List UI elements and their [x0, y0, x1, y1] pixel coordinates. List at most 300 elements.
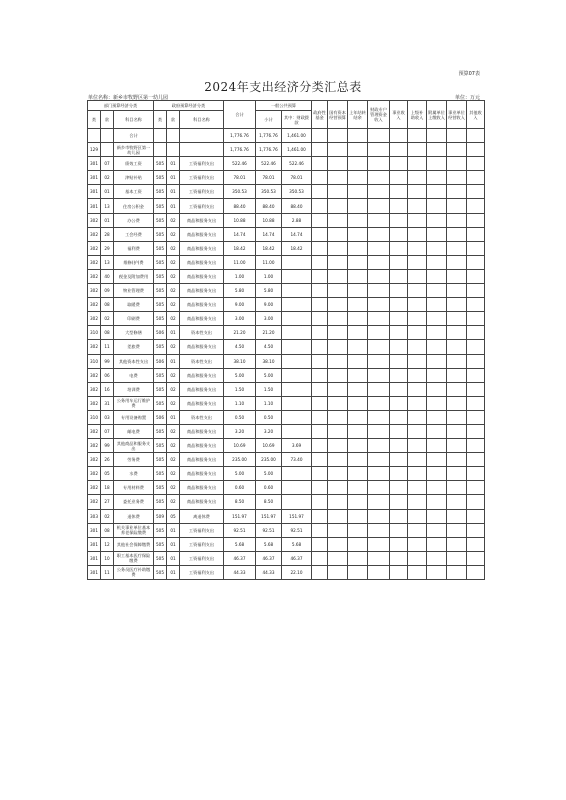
table-row [88, 312, 485, 326]
cell-empty [312, 439, 328, 453]
cell-empty [447, 382, 467, 396]
cell-subtotal: 3.20 [256, 424, 282, 438]
cell-dept-item: 07 [101, 157, 114, 171]
cell-dept-kind: 301 [88, 523, 101, 537]
cell-gov-kind: 505 [154, 241, 167, 255]
cell-dept-name: 取暖费 [114, 298, 154, 312]
cell-empty [348, 157, 368, 171]
table-row [88, 129, 485, 143]
header-general-budget: 一般公共预算 [256, 101, 312, 111]
cell-dept-kind: 302 [88, 368, 101, 382]
cell-empty [408, 537, 427, 551]
cell-empty [408, 185, 427, 199]
cell-fiscal [282, 340, 312, 354]
cell-empty [408, 312, 427, 326]
cell-empty [427, 340, 447, 354]
cell-subtotal: 46.37 [256, 551, 282, 565]
table-row [88, 368, 485, 382]
cell-dept-item: 16 [101, 382, 114, 396]
cell-dept-kind: 302 [88, 269, 101, 283]
cell-empty [328, 269, 348, 283]
cell-empty [328, 340, 348, 354]
cell-total: 350.53 [224, 185, 256, 199]
cell-gov-kind: 505 [154, 227, 167, 241]
cell-dept-kind: 302 [88, 481, 101, 495]
cell-empty [390, 129, 408, 143]
cell-empty [427, 495, 447, 509]
cell-empty [447, 269, 467, 283]
form-number: 预算07表 [458, 71, 480, 77]
cell-gov-kind: 505 [154, 269, 167, 283]
cell-empty [427, 312, 447, 326]
cell-fiscal [282, 410, 312, 424]
cell-gov-name: 商品和服务支出 [180, 453, 224, 467]
cell-subtotal: 21.20 [256, 326, 282, 340]
table-body [88, 129, 485, 580]
cell-empty [467, 269, 485, 283]
cell-fiscal [282, 255, 312, 269]
cell-dept-name: 差旅费 [114, 340, 154, 354]
cell-empty [368, 340, 390, 354]
cell-empty [390, 523, 408, 537]
cell-empty [427, 523, 447, 537]
cell-dept-item: 28 [101, 227, 114, 241]
cell-empty [328, 368, 348, 382]
cell-empty [328, 495, 348, 509]
cell-gov-item: 02 [167, 255, 180, 269]
cell-empty [348, 185, 368, 199]
cell-gov-kind: 506 [154, 354, 167, 368]
table-row [88, 255, 485, 269]
cell-dept-name: 住房公积金 [114, 199, 154, 213]
table-row [88, 213, 485, 227]
cell-empty [427, 368, 447, 382]
cell-subtotal: 92.51 [256, 523, 282, 537]
cell-subtotal: 1.00 [256, 269, 282, 283]
cell-empty [368, 284, 390, 298]
cell-dept-kind: 301 [88, 537, 101, 551]
table-row [88, 565, 485, 579]
cell-empty [408, 453, 427, 467]
cell-empty [390, 227, 408, 241]
cell-empty [368, 326, 390, 340]
cell-subtotal: 5.80 [256, 284, 282, 298]
header-gov-item: 款 [167, 111, 180, 129]
cell-gov-item: 01 [167, 199, 180, 213]
cell-fiscal: 14.74 [282, 227, 312, 241]
cell-gov-kind: 505 [154, 537, 167, 551]
cell-total: 10.69 [224, 439, 256, 453]
cell-empty [328, 509, 348, 523]
cell-empty [328, 129, 348, 143]
cell-total: 14.74 [224, 227, 256, 241]
cell-gov-item: 02 [167, 269, 180, 283]
cell-gov-kind: 505 [154, 298, 167, 312]
cell-dept-item: 02 [101, 171, 114, 185]
cell-fiscal [282, 354, 312, 368]
cell-gov-kind: 505 [154, 255, 167, 269]
cell-fiscal: 78.01 [282, 171, 312, 185]
cell-total: 5.00 [224, 467, 256, 481]
table-row [88, 227, 485, 241]
cell-empty [312, 269, 328, 283]
cell-gov-name: 商品和服务支出 [180, 312, 224, 326]
cell-dept-kind: 302 [88, 495, 101, 509]
header-gov-subject-name: 科目名称 [180, 111, 224, 129]
cell-total: 0.60 [224, 481, 256, 495]
cell-empty [368, 185, 390, 199]
cell-empty [427, 241, 447, 255]
cell-total: 5.00 [224, 368, 256, 382]
cell-fiscal [282, 312, 312, 326]
cell-empty [368, 171, 390, 185]
table-row [88, 495, 485, 509]
cell-empty [390, 424, 408, 438]
cell-empty [368, 495, 390, 509]
cell-subtotal: 1,776.76 [256, 143, 282, 157]
cell-dept-item: 13 [101, 255, 114, 269]
cell-fiscal: 22.10 [282, 565, 312, 579]
cell-empty [447, 312, 467, 326]
cell-dept-kind: 310 [88, 326, 101, 340]
cell-empty [427, 453, 447, 467]
cell-gov-name: 商品和服务支出 [180, 424, 224, 438]
cell-empty [390, 481, 408, 495]
cell-empty [427, 382, 447, 396]
cell-empty [467, 396, 485, 410]
header-dept-group: 部门预算经济分类 [88, 101, 154, 111]
cell-empty [312, 255, 328, 269]
cell-empty [348, 326, 368, 340]
cell-empty [408, 241, 427, 255]
cell-gov-name: 商品和服务支出 [180, 382, 224, 396]
cell-dept-item: 02 [101, 509, 114, 523]
cell-gov-kind: 505 [154, 453, 167, 467]
cell-subtotal: 88.40 [256, 199, 282, 213]
header-operating: 事业单位经营收入 [447, 101, 467, 129]
cell-empty [408, 481, 427, 495]
header-state-capital: 国有资本经营预算 [328, 101, 348, 129]
cell-empty [408, 439, 427, 453]
cell-empty [427, 284, 447, 298]
header-fiscal-special: 财政专户管理资金收入 [368, 101, 390, 129]
cell-empty [427, 255, 447, 269]
money-unit: 单位：万元 [454, 95, 480, 101]
header-item: 款 [101, 111, 114, 129]
cell-empty [328, 284, 348, 298]
cell-empty [408, 551, 427, 565]
cell-dept-item: 29 [101, 241, 114, 255]
cell-empty [408, 326, 427, 340]
cell-gov-item: 02 [167, 481, 180, 495]
cell-fiscal [282, 481, 312, 495]
table-row [88, 171, 485, 185]
cell-subtotal: 44.33 [256, 565, 282, 579]
cell-dept-item: 27 [101, 495, 114, 509]
cell-gov-kind: 505 [154, 481, 167, 495]
cell-gov-item: 01 [167, 326, 180, 340]
cell-empty [348, 537, 368, 551]
cell-empty [312, 129, 328, 143]
cell-dept-name: 电费 [114, 368, 154, 382]
header-gov-kind: 类 [154, 111, 167, 129]
cell-empty [408, 255, 427, 269]
cell-dept-kind: 303 [88, 509, 101, 523]
cell-empty [447, 143, 467, 157]
cell-empty [328, 255, 348, 269]
cell-dept-name: 税金及附加费用 [114, 269, 154, 283]
cell-dept-name: 培训费 [114, 382, 154, 396]
cell-empty [467, 340, 485, 354]
cell-gov-item: 01 [167, 410, 180, 424]
cell-empty [368, 410, 390, 424]
cell-empty [427, 537, 447, 551]
cell-empty [328, 199, 348, 213]
cell-dept-name: 其他社会保障缴费 [114, 537, 154, 551]
cell-dept-name: 物业管理费 [114, 284, 154, 298]
cell-empty [368, 481, 390, 495]
cell-dept-item: 08 [101, 298, 114, 312]
cell-gov-name: 工资福利支出 [180, 171, 224, 185]
table-row [88, 537, 485, 551]
cell-empty [348, 551, 368, 565]
cell-dept-name: 办公费 [114, 213, 154, 227]
cell-empty [312, 410, 328, 424]
cell-subtotal: 350.53 [256, 185, 282, 199]
cell-empty [328, 354, 348, 368]
cell-empty [368, 467, 390, 481]
cell-dept-name: 福利费 [114, 241, 154, 255]
cell-empty [328, 439, 348, 453]
cell-total: 46.37 [224, 551, 256, 565]
header-subject-name: 科目名称 [114, 111, 154, 129]
cell-gov-name: 商品和服务支出 [180, 269, 224, 283]
cell-gov-item: 02 [167, 453, 180, 467]
cell-empty [427, 565, 447, 579]
cell-dept-item: 06 [101, 368, 114, 382]
cell-empty [328, 424, 348, 438]
cell-empty [467, 143, 485, 157]
header-total: 合计 [224, 101, 256, 129]
cell-empty [467, 129, 485, 143]
cell-total: 11.00 [224, 255, 256, 269]
header-other: 其他收入 [467, 101, 485, 129]
cell-empty [467, 495, 485, 509]
cell-empty [427, 185, 447, 199]
cell-empty [390, 382, 408, 396]
cell-empty [467, 213, 485, 227]
header-of-which: 其中：财政拨款 [282, 111, 312, 129]
cell-empty [390, 284, 408, 298]
cell-empty [312, 157, 328, 171]
table-row [88, 326, 485, 340]
cell-gov-item: 02 [167, 424, 180, 438]
cell-empty [390, 509, 408, 523]
cell-gov-name: 工资福利支出 [180, 551, 224, 565]
cell-gov-kind: 505 [154, 382, 167, 396]
cell-empty [348, 143, 368, 157]
cell-empty [348, 298, 368, 312]
cell-fiscal: 92.51 [282, 523, 312, 537]
cell-empty [328, 241, 348, 255]
cell-empty [312, 467, 328, 481]
cell-total: 0.50 [224, 410, 256, 424]
cell-empty [467, 439, 485, 453]
cell-empty [467, 241, 485, 255]
cell-empty [328, 227, 348, 241]
cell-empty [368, 129, 390, 143]
cell-dept-kind: 302 [88, 467, 101, 481]
cell-empty [427, 509, 447, 523]
cell-empty [328, 467, 348, 481]
cell-dept-kind: 310 [88, 354, 101, 368]
cell-gov-kind: 505 [154, 340, 167, 354]
cell-dept-item [101, 143, 114, 157]
cell-dept-kind: 302 [88, 284, 101, 298]
cell-empty [312, 565, 328, 579]
cell-gov-name: 工资福利支出 [180, 199, 224, 213]
cell-empty [328, 410, 348, 424]
cell-empty [348, 467, 368, 481]
cell-empty [368, 199, 390, 213]
cell-empty [348, 199, 368, 213]
cell-empty [390, 241, 408, 255]
cell-empty [408, 410, 427, 424]
cell-dept-name: 印刷费 [114, 312, 154, 326]
cell-subtotal: 0.60 [256, 481, 282, 495]
cell-dept-kind: 302 [88, 382, 101, 396]
cell-gov-kind: 505 [154, 424, 167, 438]
cell-empty [427, 354, 447, 368]
cell-empty [328, 551, 348, 565]
cell-empty [368, 368, 390, 382]
cell-dept-name: 基本工资 [114, 185, 154, 199]
cell-empty [312, 481, 328, 495]
cell-empty [408, 495, 427, 509]
cell-empty [447, 396, 467, 410]
cell-empty [328, 396, 348, 410]
cell-gov-name: 商品和服务支出 [180, 481, 224, 495]
cell-empty [390, 551, 408, 565]
cell-fiscal: 46.37 [282, 551, 312, 565]
cell-empty [312, 298, 328, 312]
cell-empty [312, 199, 328, 213]
cell-empty [390, 143, 408, 157]
cell-empty [390, 340, 408, 354]
cell-total: 3.00 [224, 312, 256, 326]
cell-gov-kind: 505 [154, 312, 167, 326]
cell-dept-item [101, 129, 114, 143]
cell-empty [348, 129, 368, 143]
cell-empty [368, 312, 390, 326]
cell-empty [447, 551, 467, 565]
cell-gov-item: 02 [167, 284, 180, 298]
cell-total: 5.80 [224, 284, 256, 298]
cell-empty [467, 157, 485, 171]
cell-empty [368, 269, 390, 283]
cell-empty [427, 396, 447, 410]
cell-gov-kind: 505 [154, 565, 167, 579]
cell-empty [408, 354, 427, 368]
cell-empty [447, 410, 467, 424]
cell-empty [348, 312, 368, 326]
table-row [88, 410, 485, 424]
cell-gov-name: 资本性支出 [180, 410, 224, 424]
cell-empty [312, 284, 328, 298]
table-row [88, 354, 485, 368]
cell-empty [447, 453, 467, 467]
cell-dept-name: 绩效工资 [114, 157, 154, 171]
cell-gov-item: 01 [167, 171, 180, 185]
cell-empty [467, 410, 485, 424]
cell-empty [312, 354, 328, 368]
cell-empty [390, 354, 408, 368]
cell-empty [368, 241, 390, 255]
cell-empty [467, 481, 485, 495]
cell-total: 522.46 [224, 157, 256, 171]
cell-empty [328, 157, 348, 171]
cell-dept-kind: 302 [88, 424, 101, 438]
cell-empty [368, 143, 390, 157]
cell-empty [368, 453, 390, 467]
cell-empty [408, 199, 427, 213]
cell-dept-name: 维修(护)费 [114, 255, 154, 269]
cell-fiscal [282, 269, 312, 283]
cell-gov-kind: 505 [154, 467, 167, 481]
cell-gov-item: 02 [167, 241, 180, 255]
cell-empty [348, 481, 368, 495]
cell-total: 1,776.76 [224, 143, 256, 157]
cell-empty [447, 199, 467, 213]
cell-empty [408, 284, 427, 298]
cell-empty [408, 157, 427, 171]
cell-empty [467, 171, 485, 185]
cell-empty [368, 439, 390, 453]
cell-empty [390, 255, 408, 269]
cell-gov-item: 05 [167, 509, 180, 523]
table-row [88, 340, 485, 354]
cell-empty [467, 453, 485, 467]
cell-gov-item: 01 [167, 523, 180, 537]
cell-empty [408, 565, 427, 579]
cell-dept-kind: 301 [88, 199, 101, 213]
cell-empty [408, 523, 427, 537]
cell-gov-item: 02 [167, 396, 180, 410]
cell-empty [427, 199, 447, 213]
cell-empty [368, 523, 390, 537]
cell-empty [368, 213, 390, 227]
cell-empty [447, 424, 467, 438]
cell-fiscal: 2.88 [282, 213, 312, 227]
cell-empty [467, 537, 485, 551]
page-title: 2024年支出经济分类汇总表 [204, 80, 362, 94]
cell-empty [467, 199, 485, 213]
cell-empty [312, 509, 328, 523]
cell-empty [408, 382, 427, 396]
cell-empty [390, 157, 408, 171]
cell-total: 10.88 [224, 213, 256, 227]
cell-dept-item: 05 [101, 467, 114, 481]
cell-empty [467, 255, 485, 269]
cell-empty [312, 241, 328, 255]
cell-dept-name: 委托业务费 [114, 495, 154, 509]
cell-empty [312, 424, 328, 438]
cell-empty [427, 410, 447, 424]
cell-empty [408, 396, 427, 410]
cell-empty [408, 467, 427, 481]
cell-subtotal: 78.01 [256, 171, 282, 185]
cell-empty [467, 368, 485, 382]
